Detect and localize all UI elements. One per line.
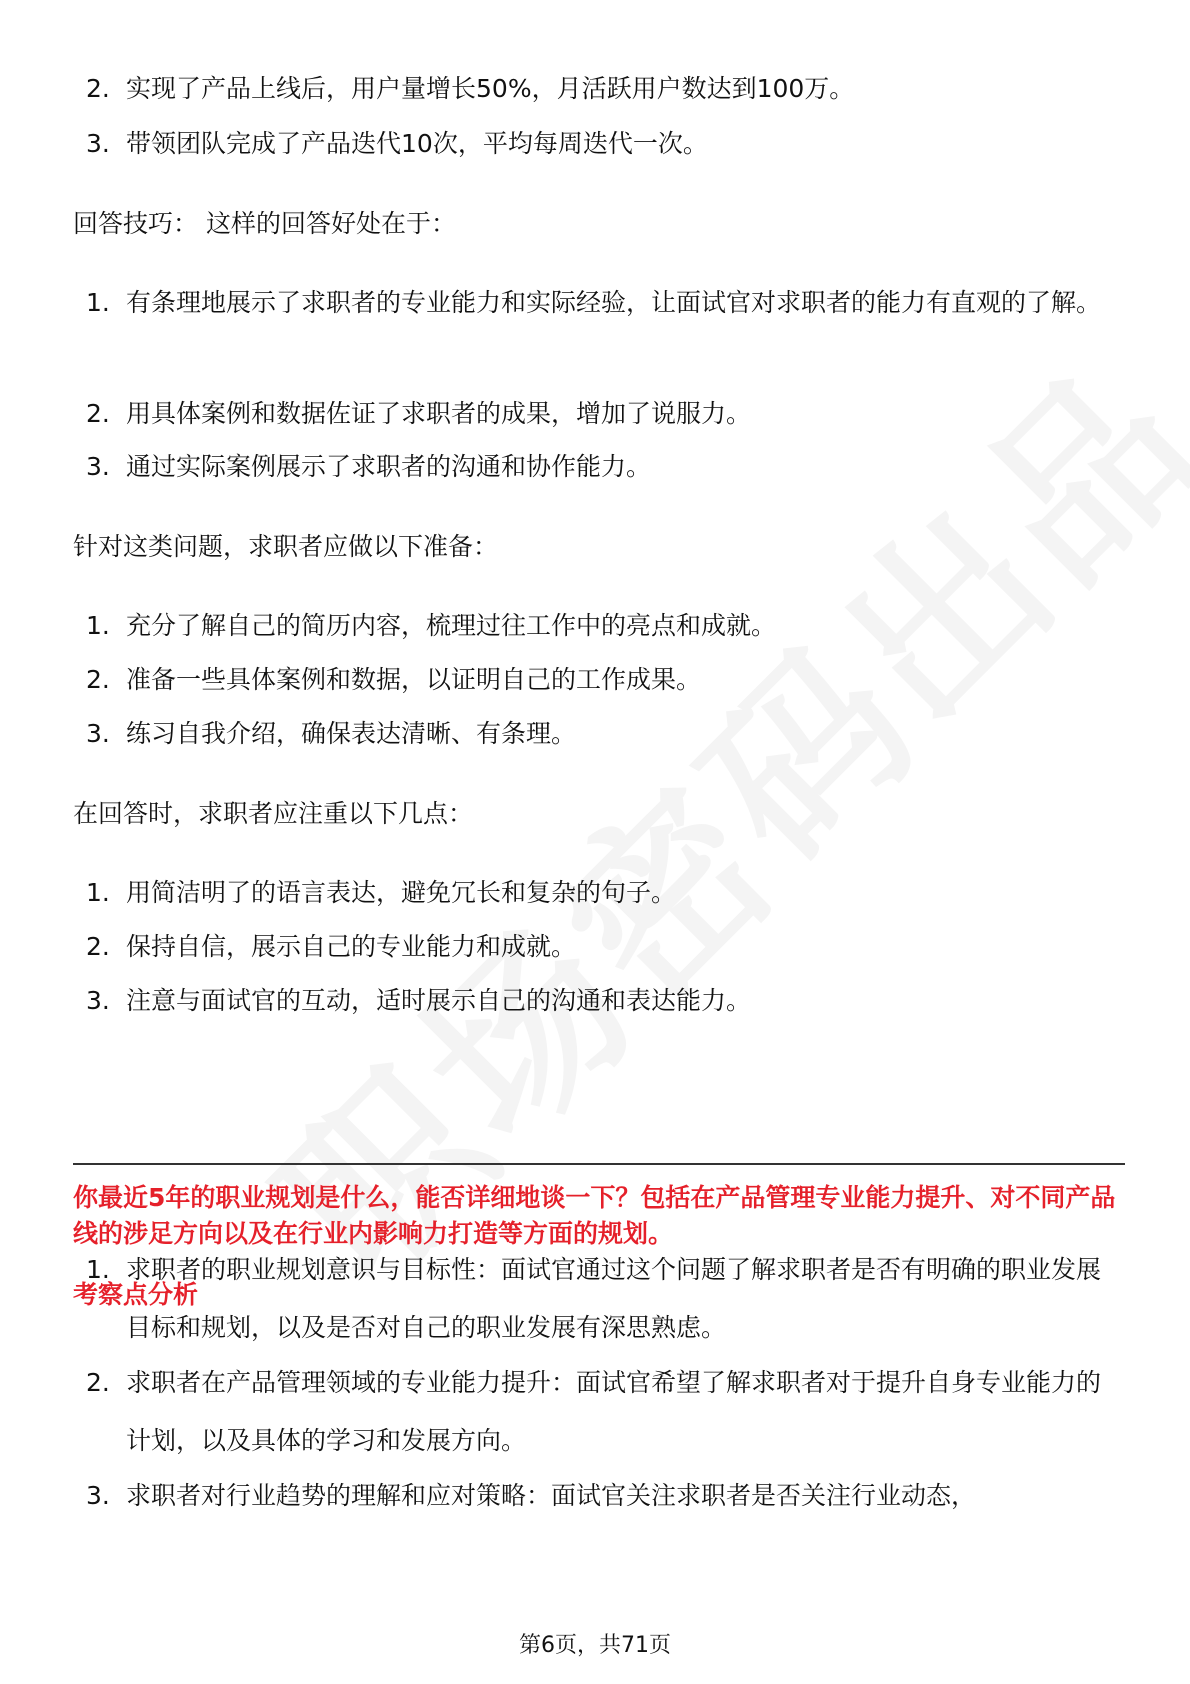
- analysis-heading: 考察点分析: [73, 1280, 199, 1309]
- list-number: 2.: [86, 1368, 110, 1397]
- section-divider: [73, 1163, 1125, 1165]
- list-number: 3.: [86, 452, 110, 481]
- list-number: 1.: [86, 288, 110, 317]
- list-text: 用简洁明了的语言表达，避免冗长和复杂的句子。: [126, 878, 677, 907]
- list-number: 3.: [86, 986, 110, 1015]
- list-number: 2.: [86, 932, 110, 961]
- list-text: 有条理地展示了求职者的专业能力和实际经验，让面试官对求职者的能力有直观的了解。: [126, 288, 1102, 317]
- tips-heading: 回答技巧： 这样的回答好处在于：: [73, 209, 456, 238]
- list-text: 实现了产品上线后，用户量增长50%，月活跃用户数达到100万。: [126, 74, 855, 103]
- list-text: 保持自信，展示自己的专业能力和成就。: [126, 932, 577, 961]
- list-text: 通过实际案例展示了求职者的沟通和协作能力。: [126, 452, 652, 481]
- list-number: 3.: [86, 1481, 110, 1510]
- list-text: 准备一些具体案例和数据，以证明自己的工作成果。: [126, 665, 702, 694]
- focus-heading: 在回答时，求职者应注重以下几点：: [73, 799, 474, 828]
- list-number: 1.: [86, 611, 110, 640]
- list-number: 1.: [86, 1255, 110, 1284]
- list-number: 3.: [86, 719, 110, 748]
- list-number: 2.: [86, 74, 110, 103]
- list-text: 充分了解自己的简历内容，梳理过往工作中的亮点和成就。: [126, 611, 777, 640]
- prep-heading: 针对这类问题，求职者应做以下准备：: [73, 532, 499, 561]
- list-text: 练习自我介绍，确保表达清晰、有条理。: [126, 719, 577, 748]
- list-text: 注意与面试官的互动，适时展示自己的沟通和表达能力。: [126, 986, 752, 1015]
- list-text: 求职者对行业趋势的理解和应对策略：面试官关注求职者是否关注行业动态，: [126, 1481, 977, 1510]
- list-text: 用具体案例和数据佐证了求职者的成果，增加了说服力。: [126, 399, 752, 428]
- list-text: 求职者的职业规划意识与目标性：面试官通过这个问题了解求职者是否有明确的职业发展目标和规划，以及是否对自己的职业发展有深思熟虑。: [126, 1255, 1102, 1342]
- list-text: 求职者在产品管理领域的专业能力提升：面试官希望了解求职者对于提升自身专业能力的计划，以及具体的学习和发展方向。: [126, 1368, 1102, 1455]
- list-text: 带领团队完成了产品迭代10次，平均每周迭代一次。: [126, 129, 708, 158]
- list-number: 1.: [86, 878, 110, 907]
- page-number: 第6页，共71页: [519, 1633, 671, 1658]
- list-number: 2.: [86, 399, 110, 428]
- list-number: 3.: [86, 129, 110, 158]
- question-title: 你最近5年的职业规划是什么，能否详细地谈一下？包括在产品管理专业能力提升、对不同产品线的涉足方向以及在行业内影响力打造等方面的规划。: [73, 1183, 1116, 1248]
- list-number: 2.: [86, 665, 110, 694]
